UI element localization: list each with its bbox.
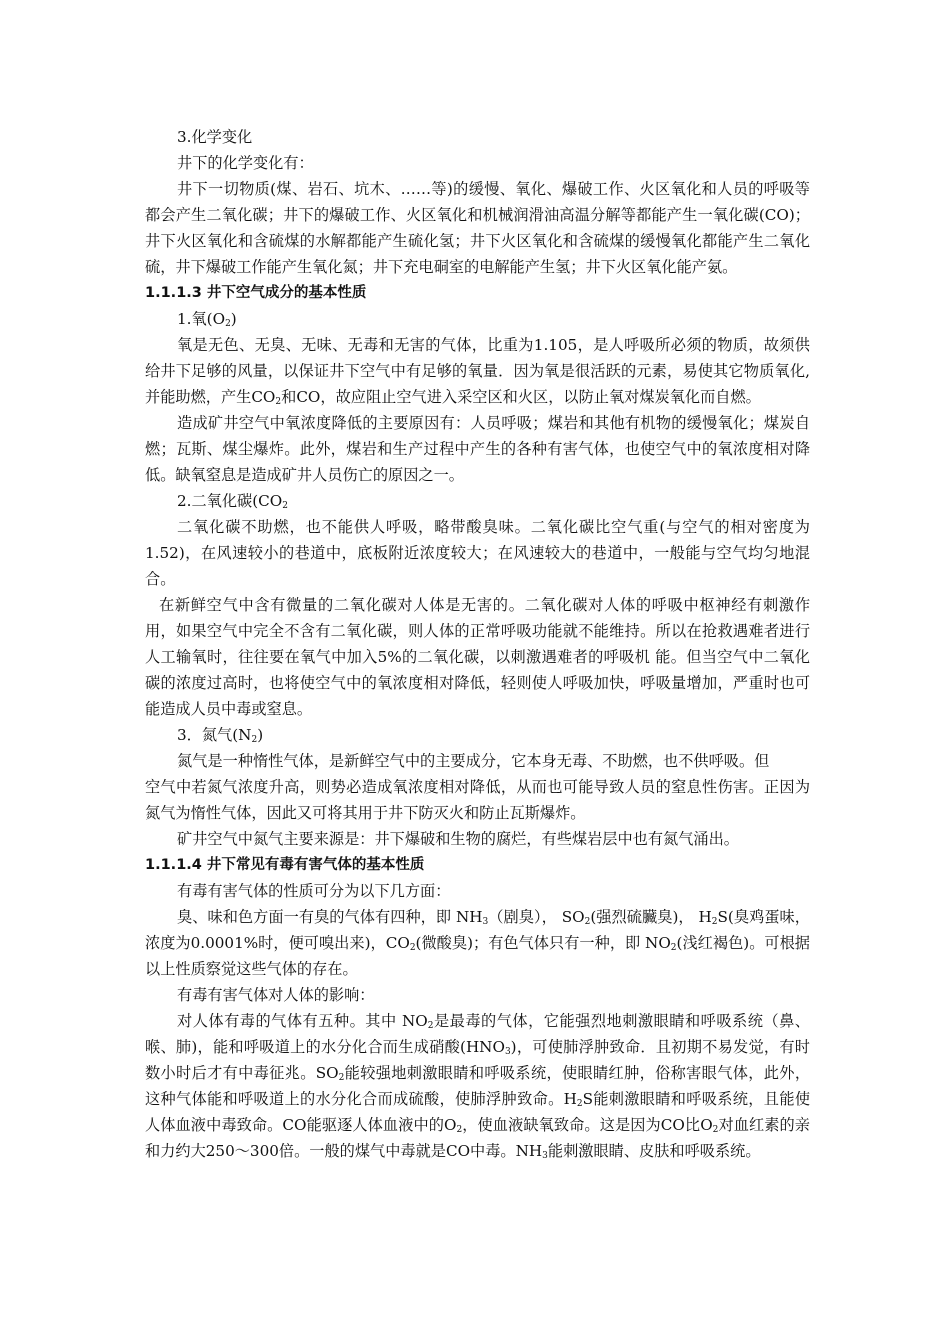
toxic-gas-effects-paragraph: 对人体有毒的气体有五种。其中 $NO_2$是最毒的气体，它能强烈地刺激眼睛和呼吸系统（鼻、喉、肺)，能和呼吸道上的水分化合而生成硝酸$(HNO_3)$，可使肺浮肿致命．且初期不易发觉，有时数小时后才有中毒征兆。$SO_2$能较强地刺激眼睛和呼吸系统，使眼睛红肿，俗称害眼气体，此外，这种气体能和呼吸道上的水分化合而成硫酸，使肺浮肿致命。$H_2S$能刺激眼睛和呼吸系统，且能使人体血液中毒致命。CO能驱逐人体血液中的$O_2$，使血液缺氧致命。这是因为CO比$O_2$对血红素的亲和力约大250～300倍。一般的煤气中毒就是CO中毒。$NH_3$能刺激眼睛、皮肤和呼吸系统。	[145, 1012, 811, 1161]
oxygen-title: 1.氧$(O_2)$	[177, 310, 237, 329]
nitrogen-paragraph-1a: 氮气是一种惰性气体，是新鲜空气中的主要成分，它本身无毒、不助燃，也不供呼吸。但	[177, 752, 770, 770]
nitrogen-paragraph-2: 矿井空气中氮气主要来源是：井下爆破和生物的腐烂，有些煤岩层中也有氮气涌出。	[177, 830, 739, 848]
toxic-gas-effects-intro: 有毒有害气体对人体的影响：	[177, 986, 375, 1004]
toxic-gas-odor-paragraph: 臭、味和色方面一有臭的气体有四种，即 $NH_3$（剧臭）， $SO_2$(强烈硫臟臭)， $H_2S$(臭鸡蛋味，浓度为0.0001%时，便可嗅出来)，$CO_2$(微酸臭)；有色气体只有一种，即 $NO_2$(浅红褐色)。可根据以上性质察觉这些气体的存在。	[145, 908, 810, 978]
co2-paragraph-1: 二氧化碳不助燃，也不能供人呼吸，略带酸臭味。二氧化碳比空气重(与空气的相对密度为1.52)，在风速较小的巷道中，底板附近浓度较大；在风速较大的巷道中，一般能与空气均匀地混合。	[145, 518, 810, 588]
oxygen-paragraph-2: 造成矿井空气中氧浓度降低的主要原因有：人员呼吸；煤岩和其他有机物的缓慢氧化；煤炭自燃；瓦斯、煤尘爆炸。此外，煤岩和生产过程中产生的各种有害气体，也使空气中的氧浓度相对降低。缺氧窒息是造成矿井人员伤亡的原因之一。	[145, 414, 810, 484]
toxic-gas-intro: 有毒有害气体的性质可分为以下几方面：	[177, 882, 451, 900]
nitrogen-title: 3．氮气$(N_2)$	[177, 726, 264, 745]
chemical-change-intro: 井下的化学变化有：	[177, 154, 314, 172]
oxygen-paragraph-1: 氧是无色、无臭、无味、无毒和无害的气体，比重为1.105，是人呼吸所必须的物质，故须供给井下足够的风量，以保证井下空气中有足够的氧量．因为氧是很活跃的元素，易使其它物质氧化,并能助燃，产生$CO_2$和CO，故应阻止空气进入采空区和火区，以防止氧对煤炭氧化而自燃。	[145, 336, 810, 407]
co2-paragraph-2: 在新鲜空气中含有微量的二氧化碳对人体是无害的。二氧化碳对人体的呼吸中枢神经有刺激作用，如果空气中完全不含有二氧化碳，则人体的正常呼吸功能就不能维持。所以在抢救遇难者进行人工输氧时，往往要在氧气中加入5%的二氧化碳，以刺激遇难者的呼吸机 能。但当空气中二氧化碳的浓度过高时，也将使空气中的氧浓度相对降低，轻则使人呼吸加快，呼吸量增加，严重时也可能造成人员中毒或窒息。	[145, 596, 810, 718]
chemical-change-body: 井下一切物质(煤、岩石、坑木、……等)的缓慢、氧化、爆破工作、火区氧化和人员的呼吸等都会产生二氧化碳；井下的爆破工作、火区氧化和机械润滑油高温分解等都能产生一氧化碳(CO)；井下火区氧化和含硫煤的水解都能产生硫化氢；井下火区氧化和含硫煤的缓慢氧化都能产生二氧化硫，井下爆破工作能产生氧化氮；井下充电硐室的电解能产生氢；井下火区氧化能产氨。	[145, 180, 810, 276]
document-body	[145, 124, 810, 1164]
chemical-change-title: 3.化学变化	[177, 128, 253, 146]
nitrogen-paragraph-1b: 空气中若氮气浓度升高，则势必造成氧浓度相对降低，从而也可能导致人员的窒息性伤害。正因为氮气为惰性气体，因此又可将其用于井下防灭火和防止瓦斯爆炸。	[145, 778, 810, 822]
co2-title: 2.二氧化碳($CO_2$	[177, 492, 288, 511]
section-heading-1114: 1.1.1.4 井下常见有毒有害气体的基本性质	[145, 857, 425, 873]
section-heading-1113: 1.1.1.3 井下空气成分的基本性质	[145, 285, 367, 301]
